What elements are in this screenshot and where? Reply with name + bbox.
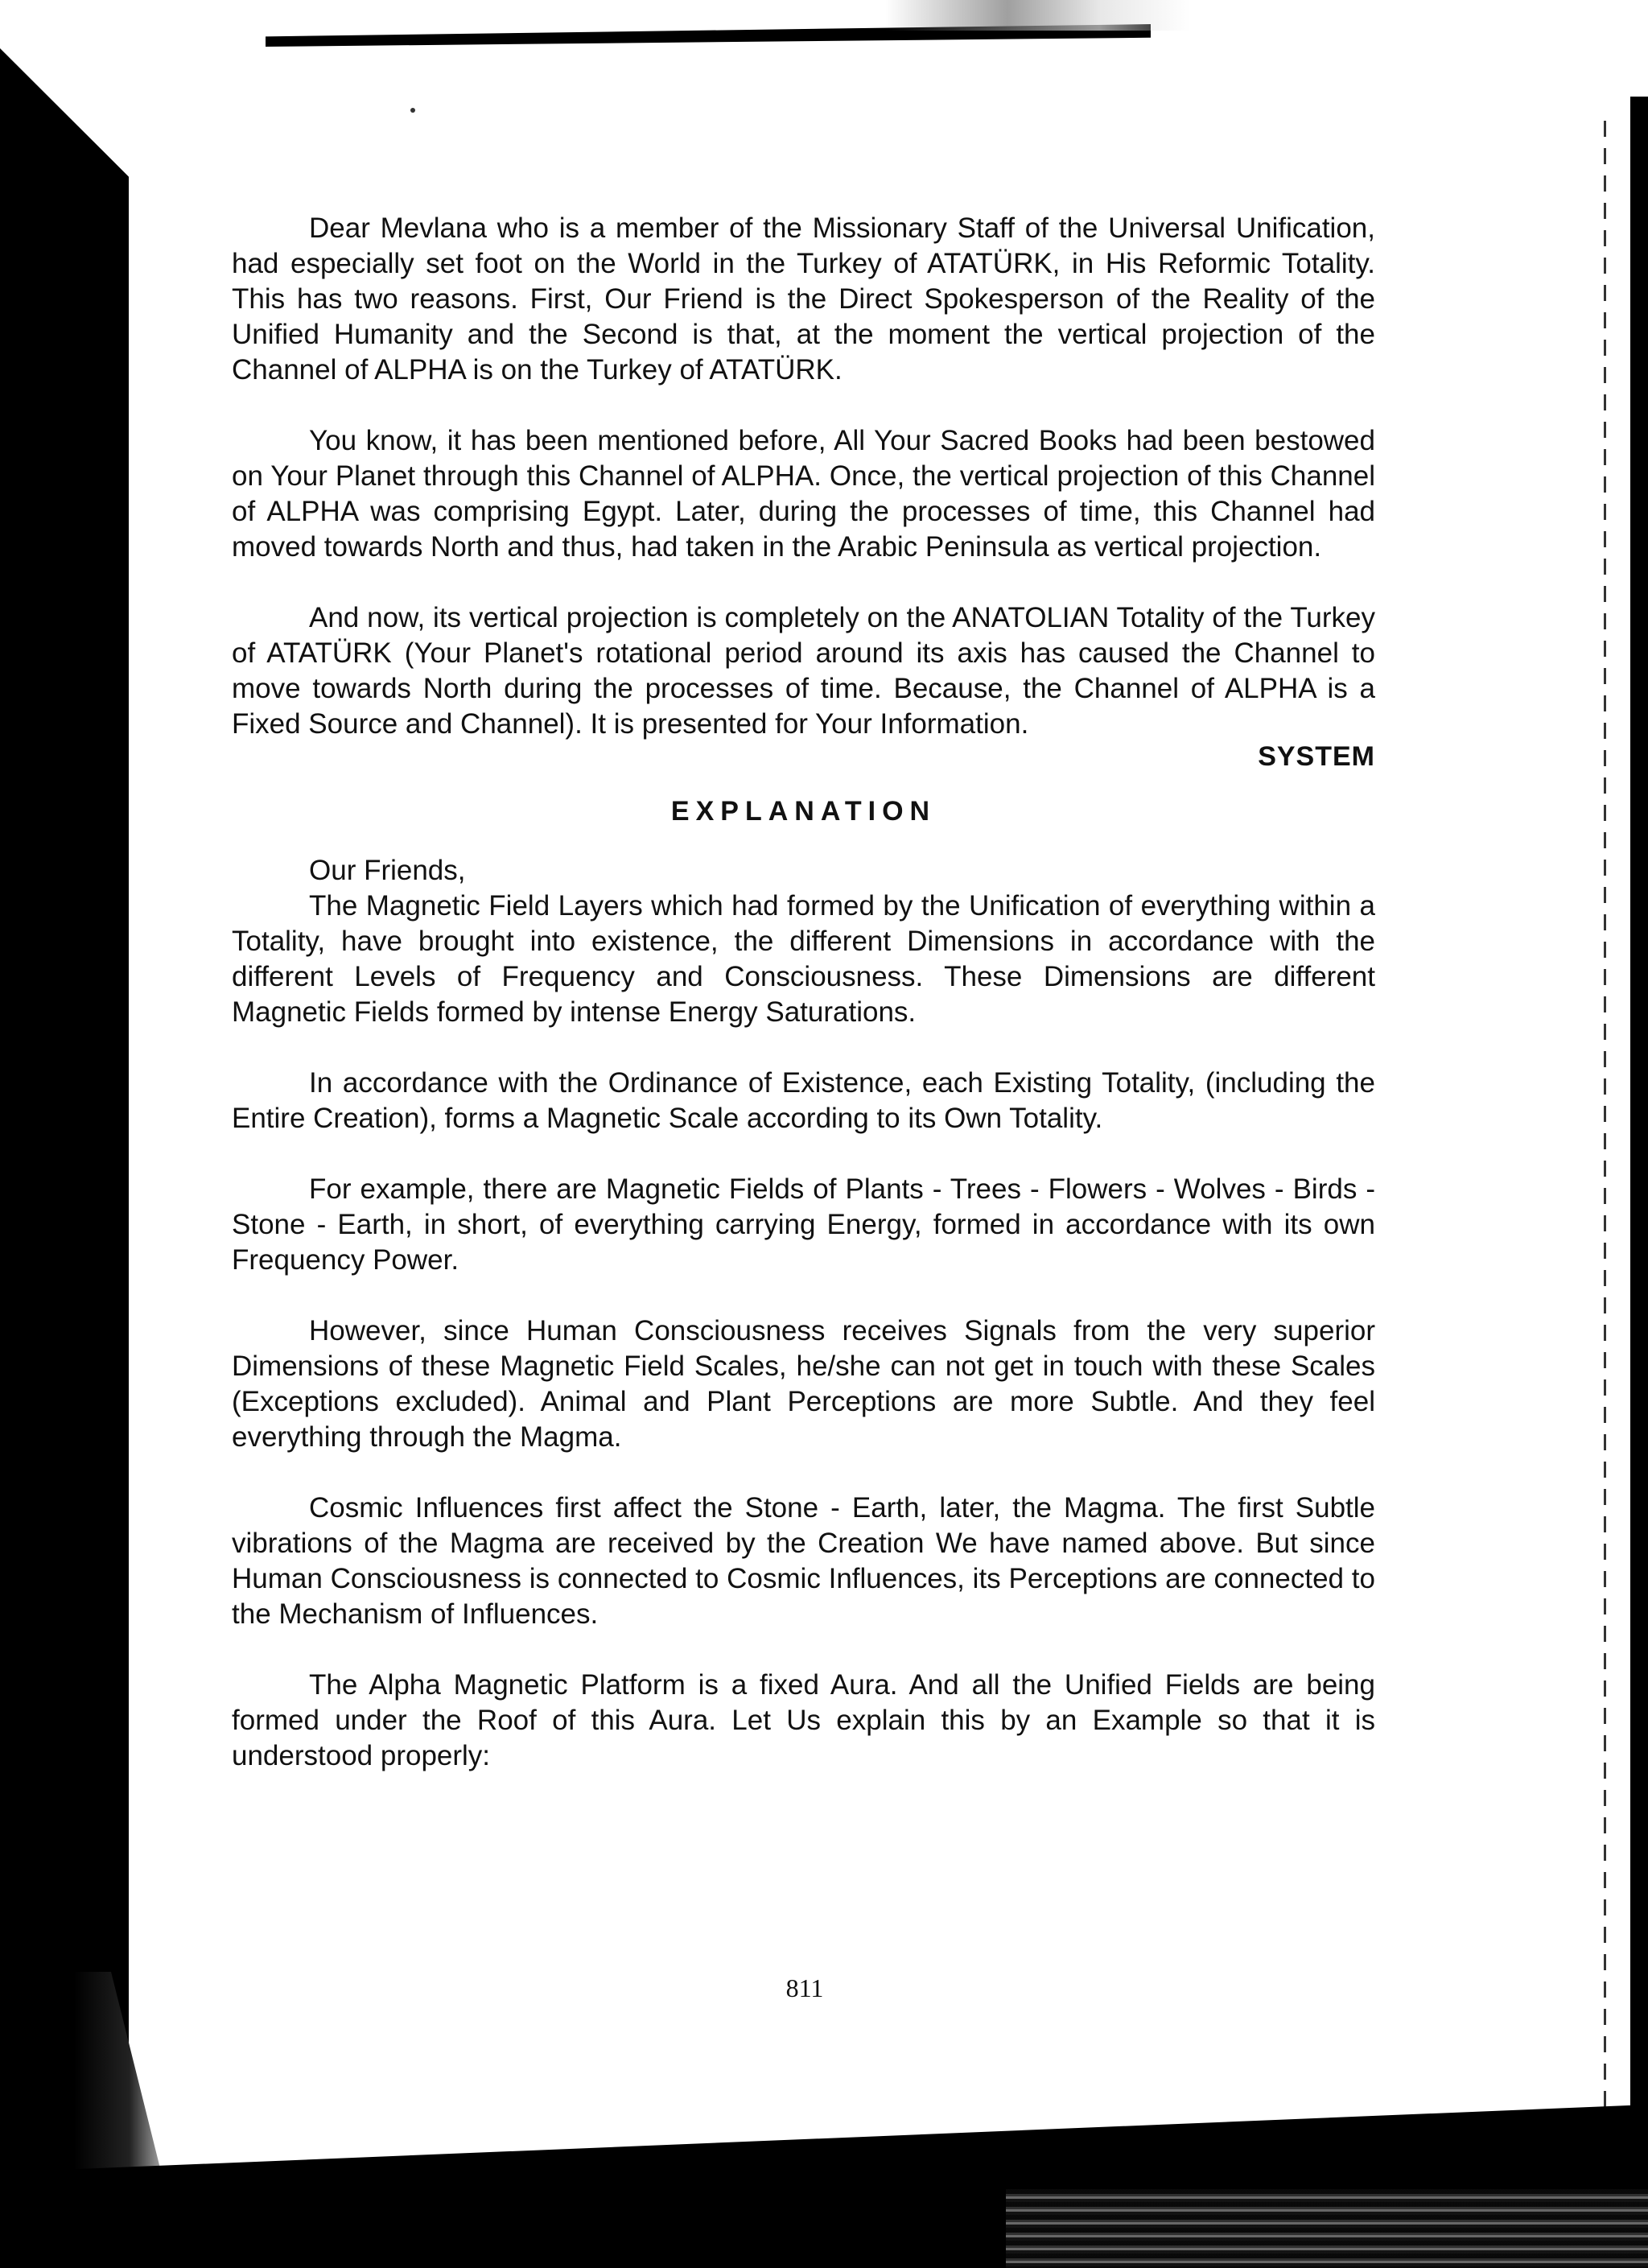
- paragraph-alpha-platform: The Alpha Magnetic Platform is a fixed Aura. And all the Unified Fields are being formed under the Roof of this Aura. Let Us explain this by an Example so that it is understood properly:: [232, 1669, 1375, 1771]
- scan-edge-right: [1630, 97, 1648, 2189]
- page-body: [232, 211, 1375, 1809]
- dust-speck: [410, 108, 415, 113]
- scan-edge-right-line: [1604, 121, 1606, 2117]
- paragraph-cosmic-influences: Cosmic Influences first affect the Stone - Earth, later, the Magma. The first Subtle vibrations of the Magma are received by the Creation We have named above. But since Human Consciousness is connected to Cosmic Influences, its Perceptions are connected to the Mechanism of Influences.: [232, 1492, 1375, 1630]
- paragraph-human-consciousness: However, since Human Consciousness receives Signals from the very superior Dimensions of these Magnetic Field Scales, he/she can not get in touch with these Scales (Exceptions excluded). Animal and Plant Perceptions are more Subtle. And they feel everything through the Magma.: [232, 1315, 1375, 1453]
- salutation: Our Friends,: [309, 855, 466, 886]
- paragraph-ordinance: In accordance with the Ordinance of Existence, each Existing Totality, (including the Entire Creation), forms a Magnetic Scale according to its Own Totality.: [232, 1067, 1375, 1134]
- paragraph-magnetic-layers: The Magnetic Field Layers which had formed by the Unification of everything within a Totality, have brought into existence, the different Dimensions in accordance with the different Levels of Frequency and Consciousness. These Dimensions are different Magnetic Fields formed by intense Energy Saturations.: [232, 890, 1375, 1028]
- paragraph-sacred-books: You know, it has been mentioned before, All Your Sacred Books had been bestowed on Your Planet through this Channel of ALPHA. Once, the vertical projection of this Channel of ALPHA was comprising Egypt. Later, during the processes of time, this Channel had moved towards North and thus, had taken in the Arabic Peninsula as vertical projection.: [232, 425, 1375, 563]
- signature-system: SYSTEM: [1258, 741, 1375, 772]
- scan-edge-left: [0, 48, 129, 2189]
- scan-glare-bottom: [1006, 2189, 1648, 2268]
- scan-glare-top: [885, 0, 1191, 31]
- paragraph-example: For example, there are Magnetic Fields of Plants - Trees - Flowers - Wolves - Birds - Stone - Earth, in short, of everything carrying Energy, formed in accordance with its own Frequency Power.: [232, 1173, 1375, 1276]
- page-number: 811: [785, 1973, 824, 2002]
- paragraph-anatolian: And now, its vertical projection is completely on the ANATOLIAN Totality of the Turkey of ATATÜRK (Your Planet's rotational period around its axis has caused the Channel to move towards North during the processes of time. Because, the Channel of ALPHA is a Fixed Source and Channel). It is presented for Your Information.: [232, 602, 1375, 740]
- section-heading: EXPLANATION: [670, 796, 937, 827]
- paragraph-mevlana: Dear Mevlana who is a member of the Missionary Staff of the Universal Unification, had especially set foot on the World in the Turkey of ATATÜRK, in His Reformic Totality. This has two reasons. First, Our Friend is the Direct Spokesperson of the Reality of the Unified Humanity and the Second is that, at the moment the vertical projection of the Channel of ALPHA is on the Turkey of ATATÜRK.: [232, 212, 1375, 386]
